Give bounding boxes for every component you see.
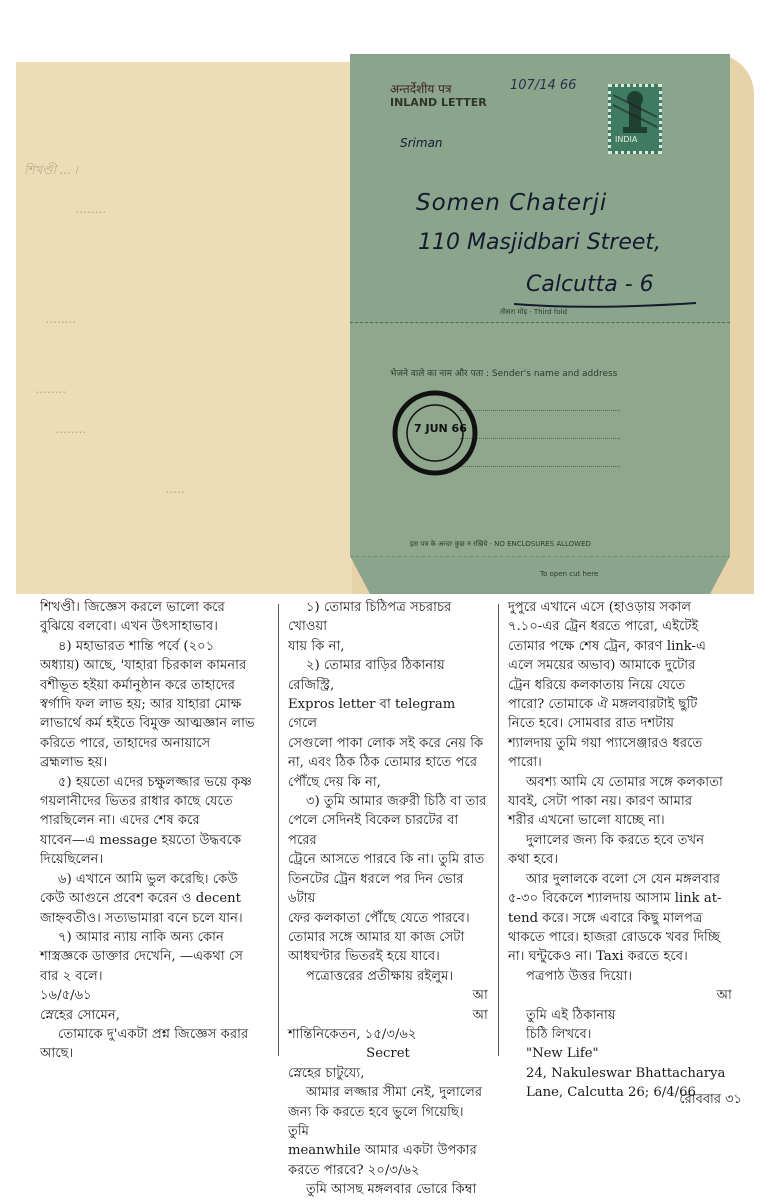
article-line: তোমার সঙ্গে আমার যা কাজ সেটা — [288, 929, 465, 945]
article-line: ৬) এখানে আমি ভুল করেছি। কেউ — [58, 871, 238, 887]
article-line: ৪) মহাভারত শান্তি পর্বে (২০১ — [58, 638, 215, 654]
article-line: পারছিলেন না। এদের শেষ করে — [40, 813, 200, 829]
addressee-name: Somen Chaterji — [416, 190, 608, 216]
article-line: সেগুলো পাকা লোক সই করে নেয় কি — [288, 735, 484, 751]
article-line: আর দুলালকে বলো সে যেন মঙ্গলবার — [526, 871, 721, 887]
article-line: স্নেহের চাটুয্যে, — [288, 1065, 365, 1081]
article-line: ৫) হয়তো এদের চক্ষুলজ্জার ভয়ে কৃষ্ণ — [58, 774, 253, 790]
article-line: করতে পারবে? ২০/৩/৬২ — [288, 1162, 420, 1178]
article-column-1 — [40, 598, 272, 1064]
sender-line-3 — [460, 466, 620, 467]
article-line: আ — [716, 988, 732, 1004]
article-line: শরীর এখনো ভালো যাচ্ছে না। — [508, 813, 665, 829]
open-here-label: To open cut here — [540, 570, 599, 578]
article-line: এলে সময়ের অভাব) আমাকে দুটোর — [508, 658, 696, 674]
third-fold-label: तीसरा मोड़ · Third fold — [500, 308, 568, 316]
salutation: Sriman — [400, 136, 443, 150]
article-line: থাকতে পারে। হাজরা রোডকে খবর দিচ্ছি — [508, 929, 721, 945]
article-line: Lane, Calcutta 26; 6/4/66 — [526, 1085, 696, 1101]
no-enclosures-label: इस पत्र के अन्दर कुछ न रखिये · NO ENCLOSURES ALLOWED — [410, 540, 591, 548]
article-line: যাবেন—এ message হয়তো উদ্ধবকে — [40, 832, 242, 848]
article-line: জন্য কি করতে হবে ভুলে গিয়েছি। তুমি — [288, 1104, 464, 1139]
article-line: ১৬/৫/৬১ — [40, 988, 92, 1004]
article-line: তুমি এই ঠিকানায় — [526, 1007, 616, 1023]
reference-number: 107/14 66 — [510, 78, 577, 93]
article-line: তুমি আসছ মঙ্গলবার ভোরে কিম্বা — [306, 1182, 477, 1198]
article-line: শান্তিনিকেতন, ১৫/৩/৬২ — [288, 1026, 417, 1042]
article-line: তিনটের ট্রেন ধরলে পর দিন ভোর ৬টায় — [288, 871, 464, 907]
article-line: শ্যালদায় তুমি গয়া প্যাসেঞ্জারও ধরতে — [508, 735, 703, 751]
article-line: শাস্ত্রজ্ঞকে ডাক্তার দেখেনি, —একথা সে — [40, 949, 243, 965]
article-line: না। ঘন্টুকেও না। Taxi করতে হবে। — [508, 949, 688, 965]
article-line: Expros letter বা telegram গেলে — [288, 697, 456, 732]
article-line: ৫-৩০ বিকেলে শ্যালদায় আসাম link at- — [508, 891, 722, 907]
article-line: লাভার্থে কর্ম হইতে বিমুক্ত আত্মজ্ঞান লাভ — [40, 716, 255, 732]
article-line: দুপুরে এখানে এসে (হাওড়ায় সকাল — [508, 600, 692, 615]
article-line: ব্রহ্মলাভ হয়। — [40, 755, 108, 771]
address-city: Calcutta - 6 — [526, 272, 654, 297]
article-line: আছে। — [40, 1046, 74, 1062]
postage-stamp — [608, 84, 662, 154]
article-line: অবশ্য আমি যে তোমার সঙ্গে কলকাতা — [526, 774, 723, 790]
article-line: স্নেহের সোমেন, — [40, 1007, 120, 1023]
article-line: আ — [472, 1007, 488, 1023]
article-line: পেলে সেদিনই বিকেল চারটের বা পরের — [288, 813, 459, 848]
article-line: ৭.১০-এর ট্রেন ধরতে পারো, এইটেই — [508, 619, 699, 635]
article-line: ৩) তুমি আমার জরুরী চিঠি বা তার — [306, 794, 487, 810]
article-line: পারো? তোমাকে ঐ মঙ্গলবারটাই ছুটি — [508, 697, 698, 713]
inland-letter — [350, 54, 730, 594]
inland-letter-header-hindi: अन्तर्देशीय पत्र — [390, 82, 452, 96]
article-line: যাবই, সেটা পাকা নয়। কারণ আমার — [508, 794, 693, 810]
article-line: Secret — [366, 1046, 410, 1062]
article-line: জাহ্নবতীও। সত্যভামারা বনে চলে যান। — [40, 910, 243, 926]
article-line: গয়লানীদের ভিতর রাধার কাছে যেতে — [40, 794, 233, 810]
stamp-country: INDIA — [615, 135, 638, 144]
article-line: কেউ আগুনে প্রবেশ করেন ও decent — [40, 891, 241, 907]
article-line: "New Life" — [526, 1046, 599, 1062]
letter-photograph — [16, 54, 754, 594]
article-line: পারো। — [508, 755, 542, 771]
article-column-2 — [288, 598, 488, 1200]
article-line: চিঠি লিখবে। — [526, 1026, 592, 1042]
article-line: ট্রেনে আসতে পারবে কি না। তুমি রাত — [288, 852, 485, 868]
article-line: দুলালের জন্য কি করতে হবে তখন — [526, 832, 705, 848]
article-line: আ — [472, 988, 488, 1004]
article-line: আধঘণ্টার ভিতরই হয়ে যাবে। — [288, 949, 440, 965]
page-footer: রোববার ৩১ — [679, 1092, 742, 1107]
article-line: আমার লজ্জার সীমা নেই, দুলালের — [306, 1085, 483, 1101]
article-line: পত্রোত্তরের প্রতীক্ষায় রইলুম। — [306, 968, 454, 984]
address-street: 110 Masjidbari Street, — [418, 230, 662, 255]
postmark-date: 7 JUN 66 — [414, 422, 467, 435]
article-line: বুঝিয়ে বলবো। এখন উৎসাহাভাব। — [40, 619, 218, 635]
article-line: তোমার পক্ষে শেষ ট্রেন, কারণ link-এ — [508, 638, 707, 654]
article-line: স্বর্গাদি ফল লাভ হয়; আর যাহারা মোক্ষ — [40, 697, 242, 713]
sender-line-2 — [460, 438, 620, 439]
article-line: করিতে পারে, তাহাদের অনায়াসে — [40, 735, 211, 751]
article-column-3 — [508, 598, 732, 1103]
article-line: না, এবং ঠিক ঠিক তোমার হাতে পরে — [288, 755, 478, 771]
article-line: অধ্যায়) আছে, 'যাহারা চিরকাল কামনার — [40, 658, 247, 674]
sender-address-label: भेजने वाले का नाम और पता : Sender's name and address — [390, 369, 618, 379]
article-line: যায় কি না, — [288, 638, 345, 654]
article-line: tend করে। সঙ্গে এবারে কিছু মালপত্র — [508, 910, 703, 926]
article-line: বার ২ বলে। — [40, 968, 103, 984]
article-line: পত্রপাঠ উত্তর দিয়ো। — [526, 968, 633, 984]
article-line: কথা হবে। — [508, 852, 559, 868]
article-line: ২) তোমার বাড়ির ঠিকানায় রেজিস্ট্রি, — [288, 658, 445, 693]
third-fold-line — [350, 322, 730, 323]
article-line: নিতে হবে। সোমবার রাত দশটায় — [508, 716, 674, 732]
article-line: ফের কলকাতা পৌঁছে যেতে পারবে। — [288, 910, 470, 926]
inland-letter-header-english: INLAND LETTER — [390, 96, 487, 109]
article-line: তোমাকে দু'একটা প্রশ্ন জিজ্ঞেস করার — [58, 1026, 249, 1042]
article-line: 24, Nakuleswar Bhattacharya — [526, 1065, 726, 1081]
sender-line-1 — [460, 410, 620, 411]
article-line: শিখণ্ডী। জিজ্ঞেস করলে ভালো করে — [40, 600, 225, 615]
article-line: ১) তোমার চিঠিপত্র সচরাচর খোওয়া — [288, 600, 452, 635]
article-line: বশীভূত হইয়া কর্মানুষ্ঠান করে তাহাদের — [40, 677, 236, 693]
article-line: meanwhile আমার একটা উপকার — [288, 1143, 477, 1159]
article-line: পৌঁছে দেয় কি না, — [288, 774, 381, 790]
article-line: ৭) আমার ন্যায় নাকি অন্য কোন — [58, 929, 224, 945]
letter-inner-page: শিখণ্ডী ... ৷ ........ ........ ........ ........ ..... — [16, 62, 352, 594]
article-line: ট্রেন ধরিয়ে কলকাতায় নিয়ে যেতে — [508, 677, 686, 693]
article-line: দিয়েছিলেন। — [40, 852, 104, 868]
